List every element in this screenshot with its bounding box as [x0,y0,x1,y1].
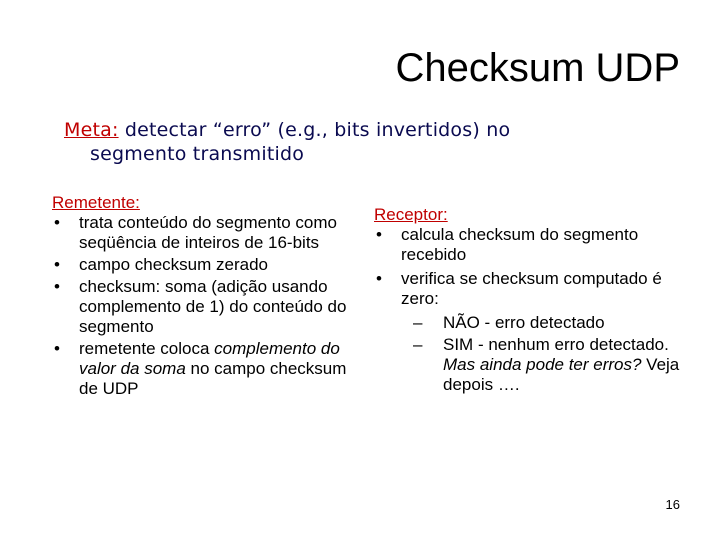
receiver-heading: Receptor: [374,205,448,224]
bullet-icon: • [54,277,60,296]
goal-text-line1: detectar “erro” (e.g., bits invertidos) no [118,119,511,141]
list-item [52,213,352,253]
list-item [374,225,694,265]
sender-list [52,213,352,399]
text-run: no campo checksum de UDP [79,359,347,398]
bullet-icon: • [54,213,60,232]
dash-icon: – [413,335,423,354]
list-item [374,269,694,395]
goal-statement [64,118,664,166]
bullet-icon: • [54,339,60,358]
list-item [52,277,352,337]
emphasis-text: Mas ainda pode ter erros? [443,355,642,374]
sender-column [52,193,352,401]
receiver-list [374,225,694,395]
list-item-text [79,339,352,399]
emphasis-text: complemento do valor da soma [79,339,340,378]
sublist-item-text [443,335,679,394]
text-run: Veja depois …. [443,355,680,394]
sublist-item [413,313,694,333]
list-item-text: verifica se checksum computado é zero: [401,269,662,308]
bullet-icon: • [54,255,60,274]
list-item-text: trata conteúdo do segmento como seqüência de inteiros de 16-bits [79,213,337,252]
goal-label: Meta: [64,119,119,141]
sender-heading: Remetente: [52,193,140,212]
sublist-item [413,335,694,395]
list-item [52,255,352,275]
sublist-item-text: NÃO - erro detectado [443,313,605,332]
list-item [52,339,352,399]
dash-icon: – [413,313,423,332]
page-number: 16 [665,497,680,512]
goal-text-line2: segmento transmitido [90,143,305,165]
text-run: SIM - nenhum erro detectado. [443,335,669,354]
slide-title: Checksum UDP [395,46,680,90]
bullet-icon: • [376,225,382,244]
text-run: remetente coloca [79,339,215,358]
list-item-text: campo checksum zerado [79,255,268,274]
receiver-sublist [401,313,694,395]
list-item-text: checksum: soma (adição usando complemento de 1) do conteúdo do segmento [79,277,347,336]
receiver-column [374,205,694,399]
bullet-icon: • [376,269,382,288]
list-item-text: calcula checksum do segmento recebido [401,225,639,264]
